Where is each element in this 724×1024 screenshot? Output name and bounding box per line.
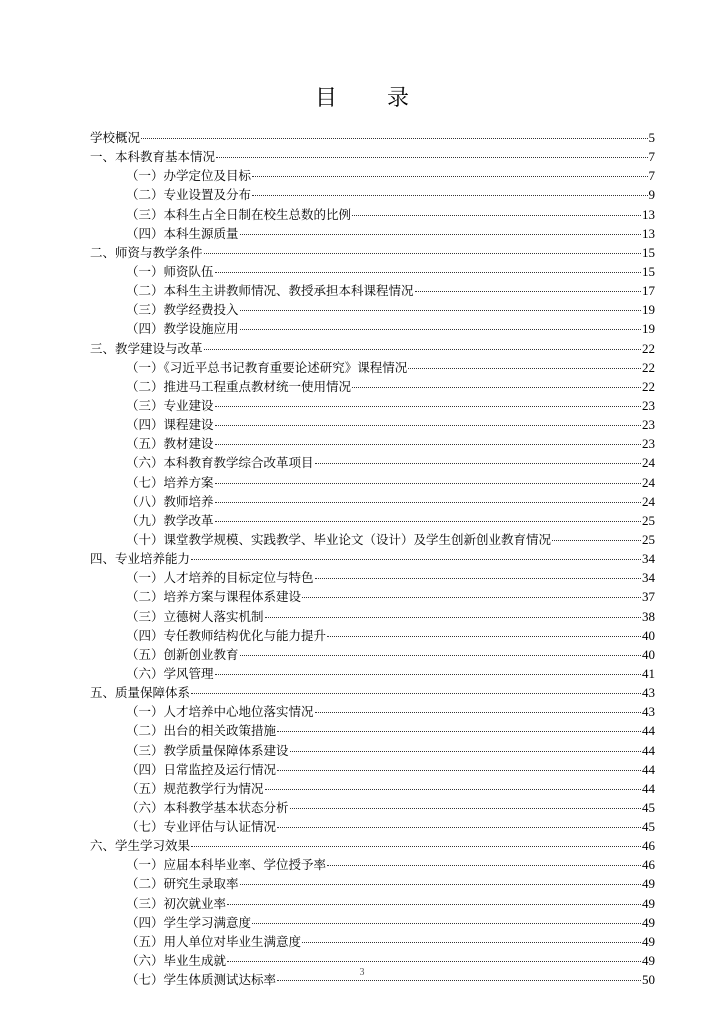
toc-entry-page: 44 <box>642 742 655 758</box>
toc-entry-label: （四）专任教师结构优化与能力提升 <box>126 627 327 643</box>
toc-entry-label: 一、本科教育基本情况 <box>90 149 216 165</box>
toc-entry-page: 13 <box>642 225 655 241</box>
toc-entry[interactable] <box>90 434 655 453</box>
toc-entry[interactable] <box>90 932 655 951</box>
toc-entry-label: （三）立德树人落实机制 <box>126 608 264 624</box>
toc-entry[interactable] <box>90 741 655 760</box>
toc-dot-leader <box>227 904 641 905</box>
toc-entry-page: 40 <box>642 627 655 643</box>
toc-entry-page: 15 <box>642 263 655 279</box>
toc-entry-page: 46 <box>642 857 655 873</box>
toc-entry-label: （二）推进马工程重点教材统一使用情况 <box>126 378 352 394</box>
toc-entry-label: （三）教学经费投入 <box>126 302 239 318</box>
toc-dot-leader <box>215 502 641 503</box>
toc-entry-page: 50 <box>642 972 655 988</box>
toc-entry-label: （一）师资队伍 <box>126 263 214 279</box>
toc-dot-leader <box>215 444 641 445</box>
toc-entry-page: 15 <box>642 244 655 260</box>
toc-entry-label: （一）人才培养中心地位落实情况 <box>126 704 314 720</box>
toc-entry[interactable] <box>90 683 655 702</box>
toc-entry[interactable] <box>90 874 655 893</box>
toc-entry-page: 24 <box>642 455 655 471</box>
toc-dot-leader <box>290 808 641 809</box>
toc-entry-label: （四）教学设施应用 <box>126 321 239 337</box>
toc-entry-page: 9 <box>648 187 655 203</box>
toc-entry[interactable] <box>90 147 655 166</box>
toc-entry[interactable] <box>90 721 655 740</box>
toc-entry-label: （一）人才培养的目标定位与特色 <box>126 570 314 586</box>
toc-entry-label: 二、师资与教学条件 <box>90 244 203 260</box>
toc-dot-leader <box>302 597 641 598</box>
toc-dot-leader <box>191 693 641 694</box>
toc-dot-leader <box>215 483 641 484</box>
toc-entry[interactable] <box>90 760 655 779</box>
toc-dot-leader <box>552 540 641 541</box>
toc-entry-page: 49 <box>642 876 655 892</box>
toc-entry-page: 49 <box>642 933 655 949</box>
toc-entry[interactable] <box>90 262 655 281</box>
toc-entry[interactable] <box>90 185 655 204</box>
toc-entry[interactable] <box>90 492 655 511</box>
toc-entry[interactable] <box>90 205 655 224</box>
toc-entry-label: （三）初次就业率 <box>126 895 227 911</box>
toc-entry[interactable] <box>90 377 655 396</box>
toc-dot-leader <box>240 655 641 656</box>
toc-entry-page: 22 <box>642 378 655 394</box>
toc-entry[interactable] <box>90 473 655 492</box>
toc-entry-page: 43 <box>642 704 655 720</box>
toc-entry-label: （一）《习近平总书记教育重要论述研究》课程情况 <box>126 359 408 375</box>
toc-entry-label: （二）专业设置及分布 <box>126 187 252 203</box>
toc-dot-leader <box>252 923 641 924</box>
toc-entry-label: （七）培养方案 <box>126 474 214 490</box>
toc-dot-leader <box>302 942 641 943</box>
toc-dot-leader <box>215 521 641 522</box>
toc-entry-label: （六）本科教学基本状态分析 <box>126 799 289 815</box>
toc-entry[interactable] <box>90 798 655 817</box>
toc-entry-page: 5 <box>648 130 655 145</box>
toc-entry-label: （六）本科教育教学综合改革项目 <box>126 455 314 471</box>
toc-entry-page: 19 <box>642 321 655 337</box>
toc-dot-leader <box>215 406 641 407</box>
toc-entry-label: （五）规范教学行为情况 <box>126 780 264 796</box>
toc-entry-page: 24 <box>642 493 655 509</box>
toc-entry-page: 19 <box>642 302 655 318</box>
toc-entry-label: （五）用人单位对毕业生满意度 <box>126 933 302 949</box>
toc-entry[interactable] <box>90 128 655 147</box>
toc-entry-page: 34 <box>642 551 655 567</box>
toc-dot-leader <box>277 827 641 828</box>
toc-entry-label: （八）教师培养 <box>126 493 214 509</box>
toc-dot-leader <box>277 731 641 732</box>
toc-entry-page: 38 <box>642 608 655 624</box>
toc-entry[interactable] <box>90 319 655 338</box>
toc-dot-leader <box>240 310 641 311</box>
toc-entry-label: （二）研究生录取率 <box>126 876 239 892</box>
toc-entry-page: 43 <box>642 685 655 701</box>
toc-dot-leader <box>227 961 641 962</box>
toc-dot-leader <box>327 636 641 637</box>
toc-entry-page: 46 <box>642 838 655 854</box>
toc-entry[interactable] <box>90 396 655 415</box>
toc-entry-page: 45 <box>642 819 655 835</box>
toc-entry[interactable] <box>90 511 655 530</box>
toc-entry-page: 23 <box>642 397 655 413</box>
toc-entry-page: 25 <box>642 512 655 528</box>
toc-entry-label: （二）培养方案与课程体系建设 <box>126 589 302 605</box>
toc-entry[interactable] <box>90 281 655 300</box>
page-title: 目 录 <box>314 86 423 111</box>
toc-dot-leader <box>315 712 641 713</box>
toc-entry-page: 41 <box>642 665 655 681</box>
toc-dot-leader <box>240 329 641 330</box>
toc-entry-page: 7 <box>648 149 655 165</box>
toc-entry[interactable] <box>90 530 655 549</box>
toc-dot-leader <box>252 176 647 177</box>
toc-entry-label: （七）学生体质测试达标率 <box>126 972 277 988</box>
toc-dot-leader <box>240 884 641 885</box>
toc-dot-leader <box>352 215 641 216</box>
toc-dot-leader <box>408 368 641 369</box>
toc-entry[interactable] <box>90 779 655 798</box>
toc-entry-page: 49 <box>642 895 655 911</box>
toc-entry-page: 44 <box>642 780 655 796</box>
toc-entry[interactable] <box>90 913 655 932</box>
toc-entry[interactable] <box>90 339 655 358</box>
toc-dot-leader <box>415 291 641 292</box>
toc-entry[interactable] <box>90 836 655 855</box>
toc-dot-leader <box>265 617 641 618</box>
toc-entry-page: 37 <box>642 589 655 605</box>
toc-entry-label: 学校概况 <box>90 130 141 145</box>
toc-entry-label: 四、专业培养能力 <box>90 551 191 567</box>
toc-entry[interactable] <box>90 166 655 185</box>
toc-dot-leader <box>215 272 641 273</box>
toc-entry-page: 44 <box>642 723 655 739</box>
toc-entry[interactable] <box>90 607 655 626</box>
toc-dot-leader <box>191 559 641 560</box>
toc-entry-label: 六、学生学习效果 <box>90 838 191 854</box>
toc-dot-leader <box>290 751 641 752</box>
toc-entry-page: 22 <box>642 359 655 375</box>
toc-dot-leader <box>240 234 641 235</box>
toc-entry-label: （三）本科生占全日制在校生总数的比例 <box>126 206 352 222</box>
toc-dot-leader <box>204 349 641 350</box>
toc-entry-label: （六）学风管理 <box>126 665 214 681</box>
table-of-contents <box>90 128 655 989</box>
toc-entry-page: 23 <box>642 417 655 433</box>
toc-dot-leader <box>216 157 647 158</box>
toc-dot-leader <box>215 674 641 675</box>
toc-entry[interactable] <box>90 549 655 568</box>
toc-entry[interactable] <box>90 300 655 319</box>
toc-dot-leader <box>352 387 641 388</box>
toc-entry[interactable] <box>90 358 655 377</box>
toc-dot-leader <box>141 138 647 139</box>
toc-entry-label: 三、教学建设与改革 <box>90 340 203 356</box>
toc-dot-leader <box>215 425 641 426</box>
toc-dot-leader <box>315 463 641 464</box>
toc-entry-page: 45 <box>642 799 655 815</box>
toc-entry-label: （一）办学定位及目标 <box>126 168 252 184</box>
toc-entry-label: （十）课堂教学规模、实践教学、毕业论文（设计）及学生创新创业教育情况 <box>126 531 552 547</box>
toc-dot-leader <box>277 980 641 981</box>
toc-entry[interactable] <box>90 224 655 243</box>
toc-entry-label: （一）应届本科毕业率、学位授予率 <box>126 857 327 873</box>
toc-dot-leader <box>265 789 641 790</box>
toc-entry-label: （六）毕业生成就 <box>126 953 227 969</box>
toc-entry-label: （四）学生学习满意度 <box>126 914 252 930</box>
toc-dot-leader <box>191 846 641 847</box>
toc-dot-leader <box>204 253 641 254</box>
toc-entry-page: 44 <box>642 761 655 777</box>
toc-entry-label: （四）本科生源质量 <box>126 225 239 241</box>
toc-entry-page: 23 <box>642 436 655 452</box>
toc-entry-label: （四）日常监控及运行情况 <box>126 761 277 777</box>
toc-dot-leader <box>252 195 647 196</box>
toc-entry[interactable] <box>90 453 655 472</box>
toc-entry-label: （三）教学质量保障体系建设 <box>126 742 289 758</box>
toc-entry[interactable] <box>90 817 655 836</box>
toc-entry-label: （三）专业建设 <box>126 397 214 413</box>
toc-entry[interactable] <box>90 645 655 664</box>
toc-entry[interactable] <box>90 587 655 606</box>
toc-entry-label: （九）教学改革 <box>126 512 214 528</box>
toc-dot-leader <box>327 865 641 866</box>
toc-entry-label: （二）本科生主讲教师情况、教授承担本科课程情况 <box>126 283 414 299</box>
toc-entry[interactable] <box>90 415 655 434</box>
toc-entry-page: 13 <box>642 206 655 222</box>
toc-entry-label: （五）创新创业教育 <box>126 646 239 662</box>
toc-entry[interactable] <box>90 243 655 262</box>
toc-entry-page: 17 <box>642 283 655 299</box>
toc-entry[interactable] <box>90 702 655 721</box>
toc-entry-page: 49 <box>642 914 655 930</box>
toc-entry[interactable] <box>90 568 655 587</box>
toc-entry-page: 7 <box>648 168 655 184</box>
toc-dot-leader <box>315 578 641 579</box>
toc-entry[interactable] <box>90 664 655 683</box>
toc-entry-label: （四）课程建设 <box>126 417 214 433</box>
toc-entry[interactable] <box>90 626 655 645</box>
toc-entry-page: 25 <box>642 531 655 547</box>
toc-entry-page: 22 <box>642 340 655 356</box>
toc-entry-label: 五、质量保障体系 <box>90 685 191 701</box>
toc-entry-page: 34 <box>642 570 655 586</box>
toc-dot-leader <box>277 770 641 771</box>
toc-entry[interactable] <box>90 894 655 913</box>
toc-entry[interactable] <box>90 855 655 874</box>
toc-entry-label: （二）出台的相关政策措施 <box>126 723 277 739</box>
toc-entry-label: （七）专业评估与认证情况 <box>126 819 277 835</box>
toc-entry-label: （五）教材建设 <box>126 436 214 452</box>
toc-entry-page: 24 <box>642 474 655 490</box>
toc-entry-page: 49 <box>642 953 655 969</box>
page-number: 3 <box>359 967 365 978</box>
toc-entry-page: 40 <box>642 646 655 662</box>
